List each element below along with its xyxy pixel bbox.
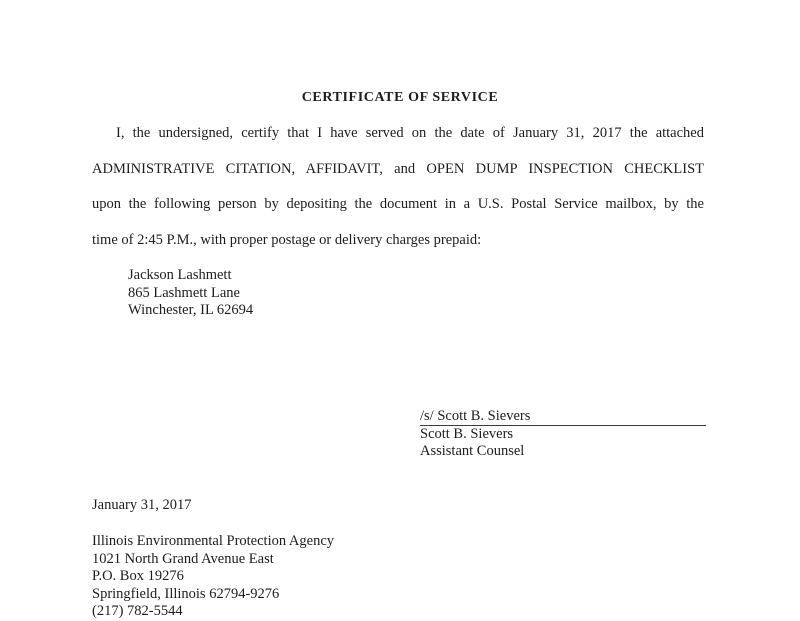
agency-street: 1021 North Grand Avenue East bbox=[92, 550, 274, 567]
agency-name: Illinois Environmental Protection Agency bbox=[92, 533, 335, 549]
agency-city: Springfield, Illinois 62794-9276 bbox=[92, 585, 280, 602]
agency-address bbox=[92, 533, 334, 621]
body-line-4: time of 2:45 P.M., with proper postage or delivery charges prepaid: bbox=[92, 232, 482, 248]
signer-title: Assistant Counsel bbox=[420, 443, 525, 459]
signer-name: Scott B. Sievers bbox=[420, 425, 514, 442]
signature-signed: /s/ Scott B. Sievers bbox=[420, 408, 531, 424]
document-title: CERTIFICATE OF SERVICE bbox=[301, 90, 499, 105]
agency-phone: (217) 782-5544 bbox=[92, 603, 183, 619]
body-line-3: upon the following person by depositing the document in a U.S. Postal Service mailbox, by the bbox=[92, 196, 704, 212]
agency-po-box: P.O. Box 19276 bbox=[92, 568, 184, 584]
recipient-address bbox=[128, 267, 253, 320]
document-date: January 31, 2017 bbox=[92, 497, 192, 513]
recipient-name: Jackson Lashmett bbox=[128, 267, 232, 283]
body-line-2: ADMINISTRATIVE CITATION, AFFIDAVIT, and OPEN DUMP INSPECTION CHECKLIST bbox=[92, 161, 704, 177]
body-line-1: I, the undersigned, certify that I have served on the date of January 31, 2017 the attached bbox=[116, 125, 704, 141]
recipient-city: Winchester, IL 62694 bbox=[128, 302, 254, 318]
recipient-street: 865 Lashmett Lane bbox=[128, 284, 240, 301]
signature-block bbox=[420, 408, 530, 461]
